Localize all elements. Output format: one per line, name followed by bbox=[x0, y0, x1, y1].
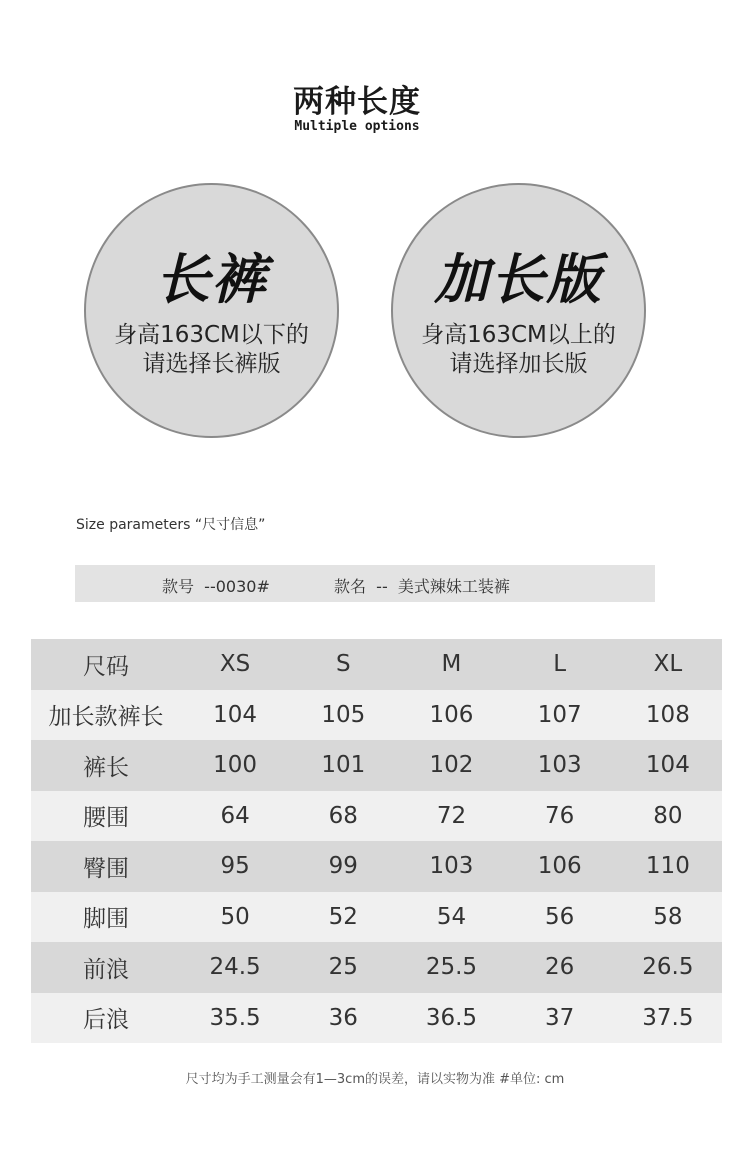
option-height-text: 身高163CM以下的 bbox=[114, 322, 309, 348]
table-cell: 64 bbox=[181, 791, 289, 842]
table-cell: 35.5 bbox=[181, 993, 289, 1044]
model-name: 款名 -- 美式辣妹工装裤 bbox=[334, 577, 510, 596]
table-row bbox=[31, 740, 722, 791]
measurement-footnote: 尺寸均为手工测量会有1—3cm的误差，请以实物为准 #单位: cm bbox=[185, 1072, 565, 1087]
page-title: 两种长度 bbox=[293, 84, 421, 120]
row-label: 后浪 bbox=[31, 993, 181, 1044]
header-cell: XS bbox=[181, 639, 289, 690]
table-cell: 103 bbox=[506, 740, 614, 791]
option-choice-text: 请选择加长版 bbox=[449, 351, 588, 377]
table-row bbox=[31, 892, 722, 943]
header-cell: 尺码 bbox=[31, 639, 181, 690]
table-cell: 110 bbox=[614, 841, 722, 892]
option-height-text: 身高163CM以上的 bbox=[421, 322, 616, 348]
table-cell: 100 bbox=[181, 740, 289, 791]
header-cell: L bbox=[506, 639, 614, 690]
table-cell: 58 bbox=[614, 892, 722, 943]
table-cell: 76 bbox=[506, 791, 614, 842]
row-label: 前浪 bbox=[31, 942, 181, 993]
table-cell: 99 bbox=[289, 841, 397, 892]
header-cell: XL bbox=[614, 639, 722, 690]
table-cell: 36.5 bbox=[397, 993, 505, 1044]
model-info-bar bbox=[75, 565, 655, 602]
table-cell: 105 bbox=[289, 690, 397, 741]
table-cell: 95 bbox=[181, 841, 289, 892]
table-row bbox=[31, 841, 722, 892]
table-cell: 72 bbox=[397, 791, 505, 842]
table-cell: 37 bbox=[506, 993, 614, 1044]
table-cell: 36 bbox=[289, 993, 397, 1044]
option-name: 长裤 bbox=[155, 248, 268, 311]
header-cell: S bbox=[289, 639, 397, 690]
table-cell: 104 bbox=[181, 690, 289, 741]
table-cell: 106 bbox=[397, 690, 505, 741]
option-choice-text: 请选择长裤版 bbox=[142, 351, 281, 377]
model-number: 款号 --0030# bbox=[162, 577, 270, 596]
table-cell: 108 bbox=[614, 690, 722, 741]
row-label: 裤长 bbox=[31, 740, 181, 791]
table-cell: 50 bbox=[181, 892, 289, 943]
size-parameters-label: Size parameters “尺寸信息” bbox=[76, 517, 266, 533]
table-cell: 107 bbox=[506, 690, 614, 741]
option-circle-extended bbox=[391, 183, 646, 438]
table-header-row bbox=[31, 639, 722, 690]
row-label: 脚围 bbox=[31, 892, 181, 943]
table-row bbox=[31, 690, 722, 741]
table-cell: 103 bbox=[397, 841, 505, 892]
table-row bbox=[31, 791, 722, 842]
table-cell: 26.5 bbox=[614, 942, 722, 993]
table-row bbox=[31, 942, 722, 993]
table-cell: 24.5 bbox=[181, 942, 289, 993]
table-cell: 52 bbox=[289, 892, 397, 943]
option-circle-long-pants bbox=[84, 183, 339, 438]
table-cell: 56 bbox=[506, 892, 614, 943]
header-cell: M bbox=[397, 639, 505, 690]
table-cell: 25.5 bbox=[397, 942, 505, 993]
table-cell: 102 bbox=[397, 740, 505, 791]
size-table bbox=[31, 639, 722, 1043]
row-label: 臀围 bbox=[31, 841, 181, 892]
table-cell: 54 bbox=[397, 892, 505, 943]
option-name: 加长版 bbox=[434, 248, 603, 311]
table-cell: 106 bbox=[506, 841, 614, 892]
table-cell: 101 bbox=[289, 740, 397, 791]
table-cell: 37.5 bbox=[614, 993, 722, 1044]
row-label: 腰围 bbox=[31, 791, 181, 842]
page-subtitle: Multiple options bbox=[294, 119, 420, 134]
row-label: 加长款裤长 bbox=[31, 690, 181, 741]
table-cell: 25 bbox=[289, 942, 397, 993]
table-cell: 26 bbox=[506, 942, 614, 993]
table-cell: 104 bbox=[614, 740, 722, 791]
table-cell: 68 bbox=[289, 791, 397, 842]
table-row bbox=[31, 993, 722, 1044]
table-cell: 80 bbox=[614, 791, 722, 842]
